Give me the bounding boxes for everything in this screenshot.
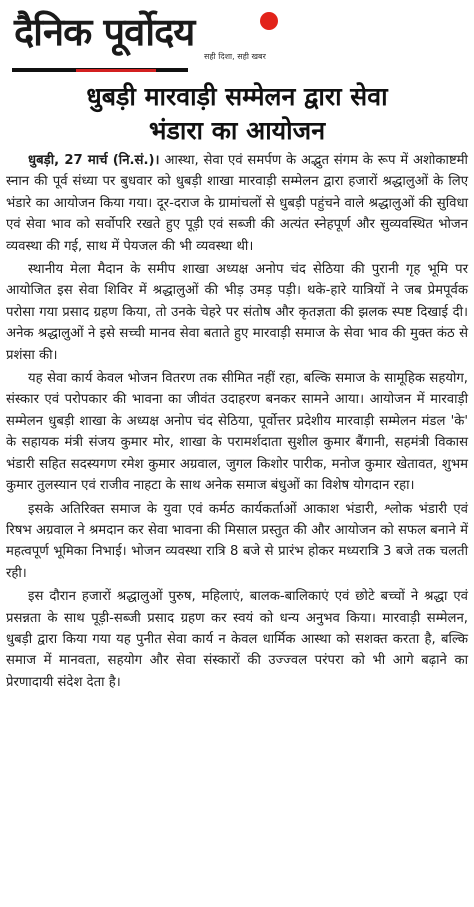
paragraph-2: स्थानीय मेला मैदान के समीप शाखा अध्यक्ष अनोप चंद सेठिया की पुरानी गृह भूमि पर आयोजित इस सेवा शिविर में श्रद्धालुओं की भीड़ उमड़ पड़ी। थके-हारे यात्रियों ने जब प्रेमपूर्वक परोसा गया प्रसाद ग्रहण किया, तो उनके चेहरे पर संतोष और कृतज्ञता की झलक स्पष्ट दिखाई दी। अनेक श्रद्धालुओं ने इसे सच्ची मानव सेवा बताते हुए मारवाड़ी समाज के सेवा भाव की मुक्त कंठ से प्रशंसा की। — [6, 262, 468, 363]
headline-line-1: धुबड़ी मारवाड़ी सम्मेलन द्वारा सेवा — [86, 82, 388, 111]
article-body — [6, 150, 468, 695]
paragraph-4: इसके अतिरिक्त समाज के युवा एवं कर्मठ कार्यकर्ताओं आकाश भंडारी, श्लोक भंडारी एवं रिषभ अग्रवाल ने श्रमदान कर सेवा भावना की मिसाल प्रस्तुत की और आयोजन को सफल बनाने में महत्वपूर्ण भूमिका निभाई। भोजन व्यवस्था रात्रि 8 बजे से प्रारंभ होकर मध्यरात्रि 3 बजे तक चलती रही। — [6, 501, 468, 581]
red-dot-icon — [260, 12, 278, 30]
headline-line-2: भंडारा का आयोजन — [148, 116, 326, 145]
paragraph-1 — [6, 150, 468, 257]
dateline: धुबड़ी, 27 मार्च (नि.सं.)। — [28, 153, 160, 168]
masthead-tagline: सही दिशा, सही खबर — [204, 52, 266, 61]
paragraph-1-text: आस्था, सेवा एवं समर्पण के अद्भुत संगम के रूप में अशोकाष्टमी स्नान की पूर्व संध्या पर बुधवार को धुबड़ी शाखा मारवाड़ी सम्मेलन द्वारा हजारों श्रद्धालुओं के लिए भंडारे का आयोजन किया गया। दूर-दराज के ग्रामांचलों से धुबड़ी पहुंचने वाले श्रद्धालुओं की सुविधा एवं सेवा भाव को सर्वोपरि रखते हुए पूड़ी एवं सब्जी की अत्यंत स्नेहपूर्ण और सुव्यवस्थित भोजन व्यवस्था की गई, साथ में पेयजल की भी व्यवस्था थी। — [6, 153, 468, 254]
masthead — [8, 4, 278, 68]
masthead-red-strip — [76, 69, 156, 72]
paragraph-3: यह सेवा कार्य केवल भोजन वितरण तक सीमित नहीं रहा, बल्कि समाज के सामूहिक सहयोग, संस्कार एवं परोपकार की भावना का जीवंत उदाहरण बनकर सामने आया। आयोजन में मारवाड़ी सम्मेलन धुबड़ी शाखा के अध्यक्ष अनोप चंद सेठिया, पूर्वोत्तर प्रदेशीय मारवाड़ी सम्मेलन मंडल 'के' के सहायक मंत्री संजय कुमार मोर, शाखा के परामर्शदाता सुशील कुमार बैंगानी, सहमंत्री विकास भंडारी सहित सदस्यगण रमेश कुमार अग्रवाल, जुगल किशोर पारीक, मनोज कुमार खेतावत, शुभम कुमार तुलस्यान एवं राजीव नाहटा के साथ अनेक समाज बंधुओं का विशेष योगदान रहा। — [6, 371, 468, 494]
article-headline — [6, 80, 468, 148]
newspaper-logo: दैनिक पूर्वोदय — [14, 9, 195, 54]
paragraph-5: इस दौरान हजारों श्रद्धालुओं पुरुष, महिलाएं, बालक-बालिकाएं एवं छोटे बच्चों ने श्रद्धा एवं प्रसन्नता के साथ पूड़ी-सब्जी प्रसाद ग्रहण कर स्वयं को धन्य अनुभव किया। मारवाड़ी सम्मेलन, धुबड़ी द्वारा किया गया यह पुनीत सेवा कार्य न केवल धार्मिक आस्था को सशक्त करता है, बल्कि समाज में मानवता, सहयोग और सेवा संस्कारों की उज्ज्वल परंपरा को भी आगे बढ़ाने का प्रेरणादायी संदेश देता है। — [6, 589, 468, 690]
